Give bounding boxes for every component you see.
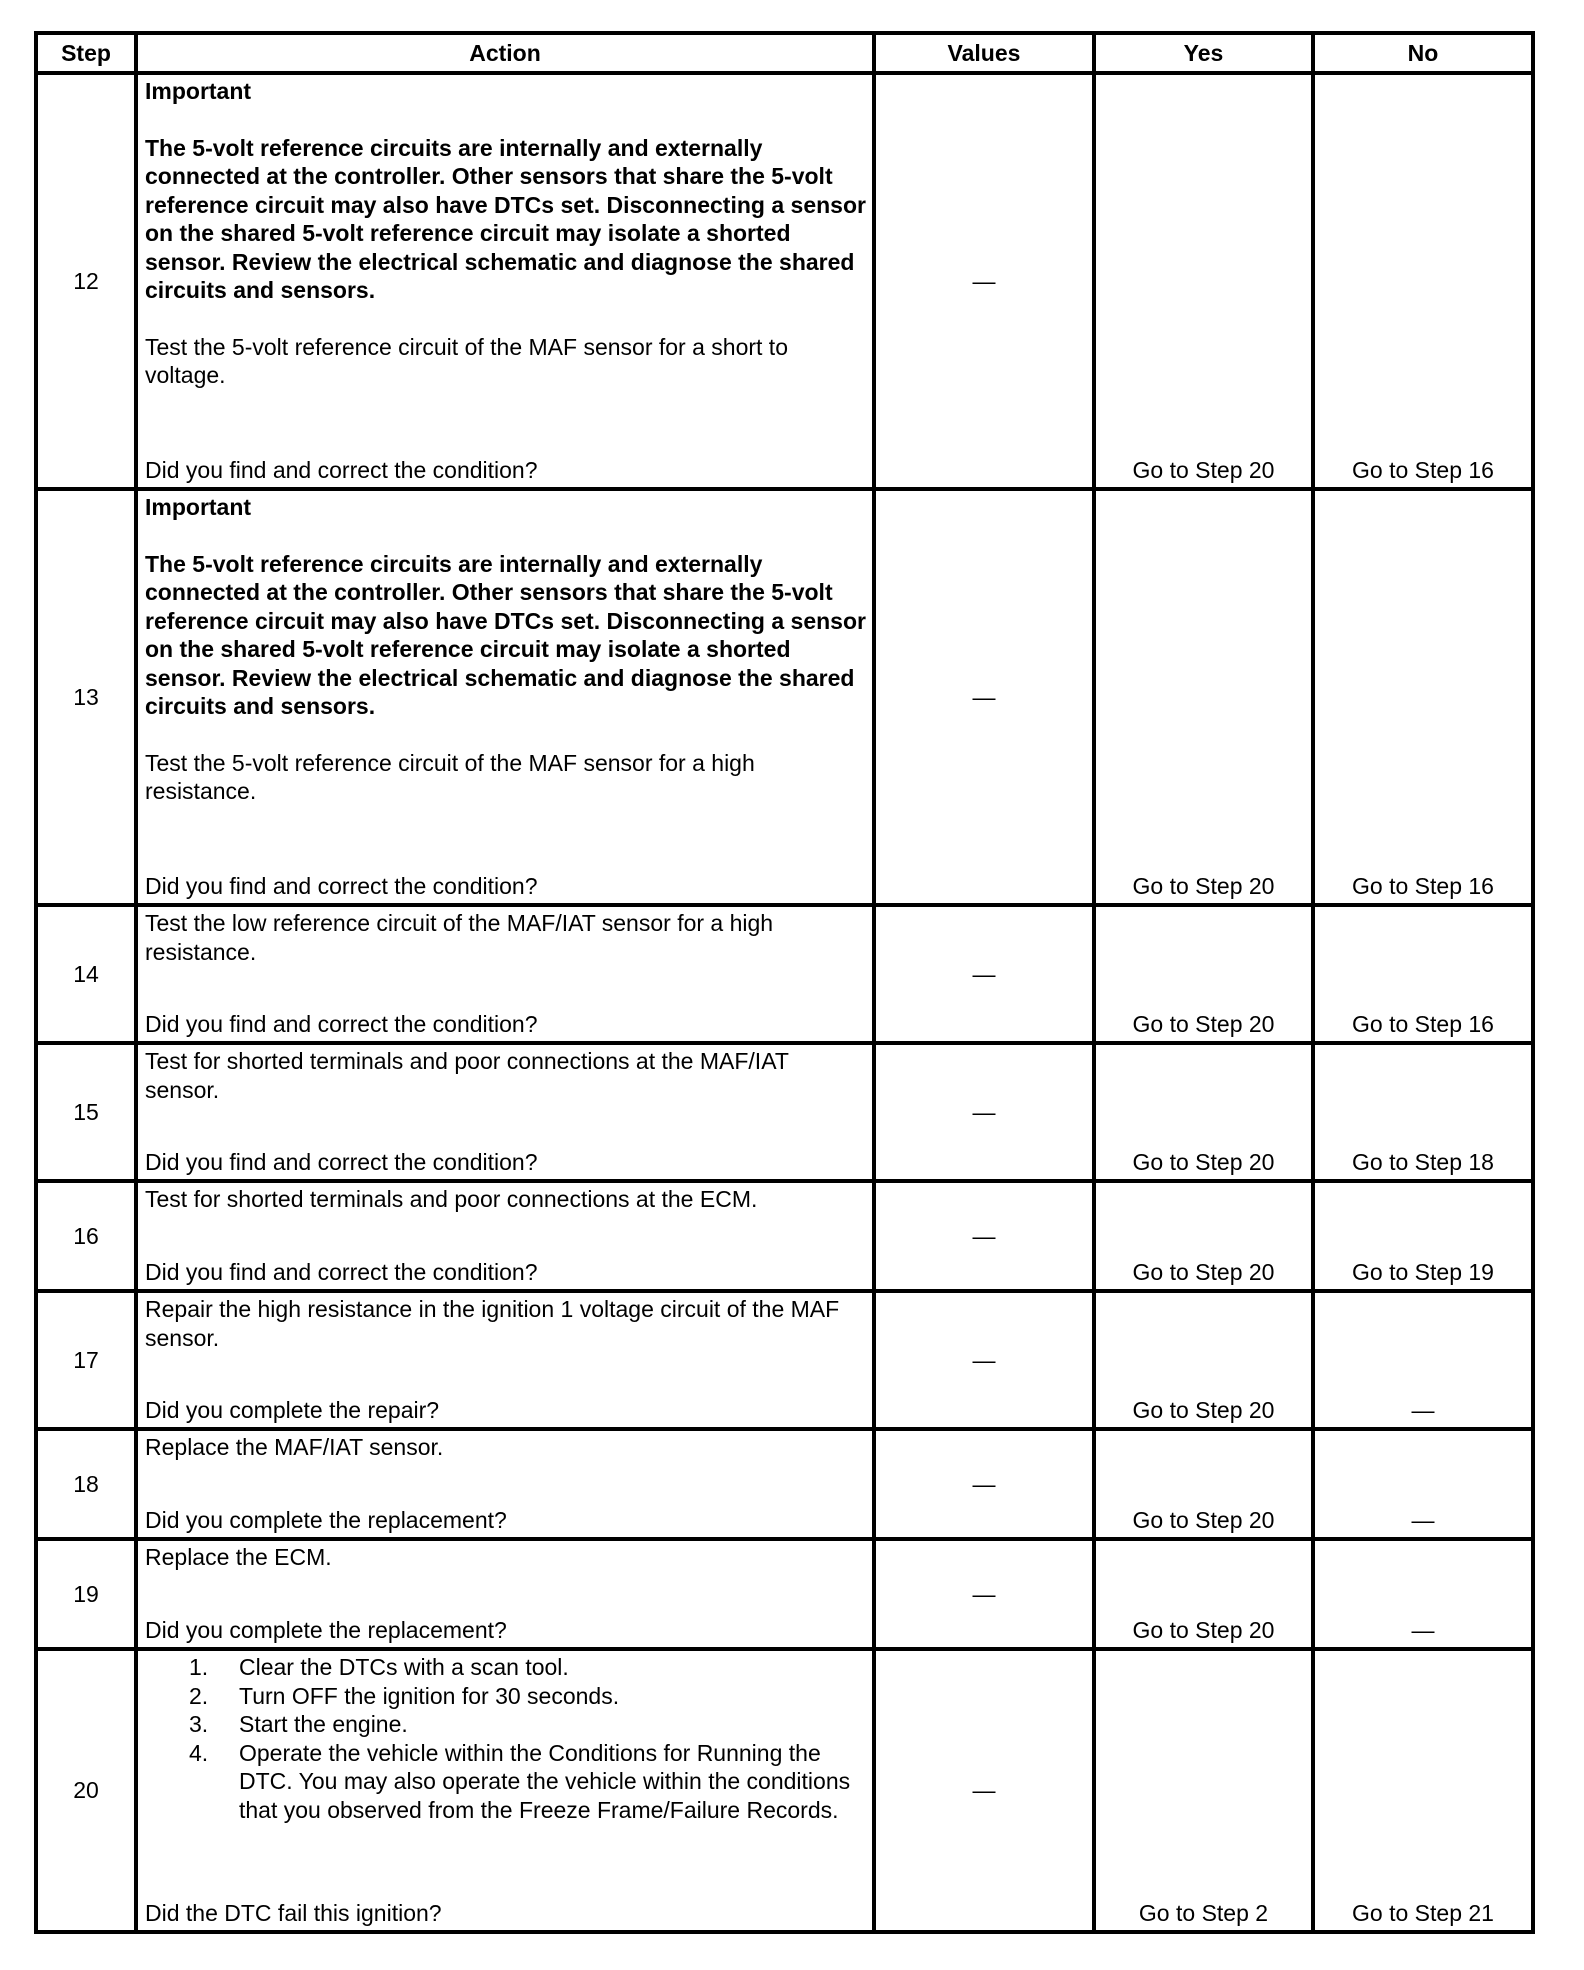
list-text: Operate the vehicle within the Conditions for Running the DTC. You may also operate the vehicle within the conditions that you observed from the Freeze Frame/Failure Records. [239, 1739, 851, 1823]
yes-result: Go to Step 20 [1094, 73, 1313, 489]
important-text: The 5-volt reference circuits are internally and externally connected at the controller. Other sensors that share the 5-volt reference circuit may also have DTCs set. Disconnecting a sensor on the shared 5-volt reference circuit may isolate a shorted sensor. Review the electrical schematic and diagnose the shared circuits and sensors. [145, 134, 866, 303]
table-row [36, 1291, 1533, 1429]
yes-result: Go to Step 20 [1094, 489, 1313, 905]
numbered-steps [145, 1653, 866, 1824]
header-row [36, 33, 1533, 73]
yes-result: Go to Step 2 [1094, 1649, 1313, 1932]
no-result: — [1313, 1429, 1533, 1539]
action-cell [136, 489, 874, 905]
table-row [36, 1429, 1533, 1539]
action-question: Did you complete the repair? [145, 1396, 440, 1423]
step-number: 13 [36, 489, 136, 905]
header-step: Step [36, 33, 136, 73]
action-question: Did you find and correct the condition? [145, 1258, 538, 1285]
action-question: Did you complete the replacement? [145, 1506, 507, 1533]
no-result: Go to Step 16 [1313, 489, 1533, 905]
yes-result: Go to Step 20 [1094, 1429, 1313, 1539]
table-row [36, 1539, 1533, 1649]
action-question: Did you find and correct the condition? [145, 456, 538, 483]
values-cell: — [874, 1181, 1094, 1291]
step-number: 19 [36, 1539, 136, 1649]
table-row [36, 1043, 1533, 1181]
list-item [145, 1682, 866, 1711]
list-text: Clear the DTCs with a scan tool. [239, 1654, 569, 1680]
action-cell [136, 1291, 874, 1429]
step-number: 12 [36, 73, 136, 489]
values-cell: — [874, 73, 1094, 489]
step-number: 18 [36, 1429, 136, 1539]
action-instruction: Replace the MAF/IAT sensor. [145, 1434, 444, 1460]
important-label: Important [145, 494, 252, 520]
list-number: 3. [189, 1711, 209, 1737]
list-number: 4. [189, 1739, 209, 1766]
header-values: Values [874, 33, 1094, 73]
list-text: Start the engine. [239, 1711, 408, 1737]
yes-result: Go to Step 20 [1094, 905, 1313, 1043]
important-text: The 5-volt reference circuits are internally and externally connected at the controller. Other sensors that share the 5-volt reference circuit may also have DTCs set. Disconnecting a sensor on the shared 5-volt reference circuit may isolate a shorted sensor. Review the electrical schematic and diagnose the shared circuits and sensors. [145, 550, 866, 719]
values-cell: — [874, 1043, 1094, 1181]
action-question: Did you find and correct the condition? [145, 872, 538, 899]
step-number: 14 [36, 905, 136, 1043]
no-result: Go to Step 16 [1313, 905, 1533, 1043]
action-instruction: Repair the high resistance in the ignition 1 voltage circuit of the MAF sensor. [145, 1296, 840, 1351]
action-cell [136, 1181, 874, 1291]
action-cell [136, 1539, 874, 1649]
list-item [145, 1739, 866, 1825]
table-row [36, 905, 1533, 1043]
no-result: Go to Step 21 [1313, 1649, 1533, 1932]
list-number: 2. [189, 1682, 209, 1709]
action-cell [136, 1649, 874, 1932]
action-cell [136, 905, 874, 1043]
header-action: Action [136, 33, 874, 73]
action-question: Did the DTC fail this ignition? [145, 1899, 442, 1926]
no-result: — [1313, 1291, 1533, 1429]
action-instruction: Test the 5-volt reference circuit of the MAF sensor for a high resistance. [145, 749, 755, 804]
yes-result: Go to Step 20 [1094, 1043, 1313, 1181]
step-number: 16 [36, 1181, 136, 1291]
action-question: Did you find and correct the condition? [145, 1010, 538, 1037]
list-item [145, 1710, 866, 1739]
no-result: Go to Step 19 [1313, 1181, 1533, 1291]
table-row [36, 1181, 1533, 1291]
list-number: 1. [189, 1654, 209, 1680]
values-cell: — [874, 489, 1094, 905]
yes-result: Go to Step 20 [1094, 1539, 1313, 1649]
action-instruction: Replace the ECM. [145, 1544, 332, 1570]
values-cell: — [874, 1539, 1094, 1649]
yes-result: Go to Step 20 [1094, 1291, 1313, 1429]
yes-result: Go to Step 20 [1094, 1181, 1313, 1291]
action-cell [136, 73, 874, 489]
important-label: Important [145, 78, 252, 104]
values-cell: — [874, 1291, 1094, 1429]
list-item [145, 1653, 866, 1682]
values-cell: — [874, 1429, 1094, 1539]
action-instruction: Test the low reference circuit of the MAF/IAT sensor for a high resistance. [145, 910, 774, 965]
action-instruction: Test for shorted terminals and poor connections at the MAF/IAT sensor. [145, 1048, 789, 1103]
header-yes: Yes [1094, 33, 1313, 73]
no-result: Go to Step 16 [1313, 73, 1533, 489]
action-instruction: Test the 5-volt reference circuit of the MAF sensor for a short to voltage. [145, 333, 788, 388]
table-row [36, 1649, 1533, 1932]
table-row [36, 489, 1533, 905]
list-text: Turn OFF the ignition for 30 seconds. [239, 1682, 620, 1709]
values-cell: — [874, 905, 1094, 1043]
step-number: 17 [36, 1291, 136, 1429]
header-no: No [1313, 33, 1533, 73]
action-question: Did you find and correct the condition? [145, 1148, 538, 1175]
action-question: Did you complete the replacement? [145, 1616, 507, 1643]
table-row [36, 73, 1533, 489]
action-instruction: Test for shorted terminals and poor connections at the ECM. [145, 1186, 758, 1212]
action-cell [136, 1429, 874, 1539]
step-number: 15 [36, 1043, 136, 1181]
values-cell: — [874, 1649, 1094, 1932]
action-cell [136, 1043, 874, 1181]
diagnostic-table [34, 31, 1535, 1934]
step-number: 20 [36, 1649, 136, 1932]
no-result: Go to Step 18 [1313, 1043, 1533, 1181]
no-result: — [1313, 1539, 1533, 1649]
